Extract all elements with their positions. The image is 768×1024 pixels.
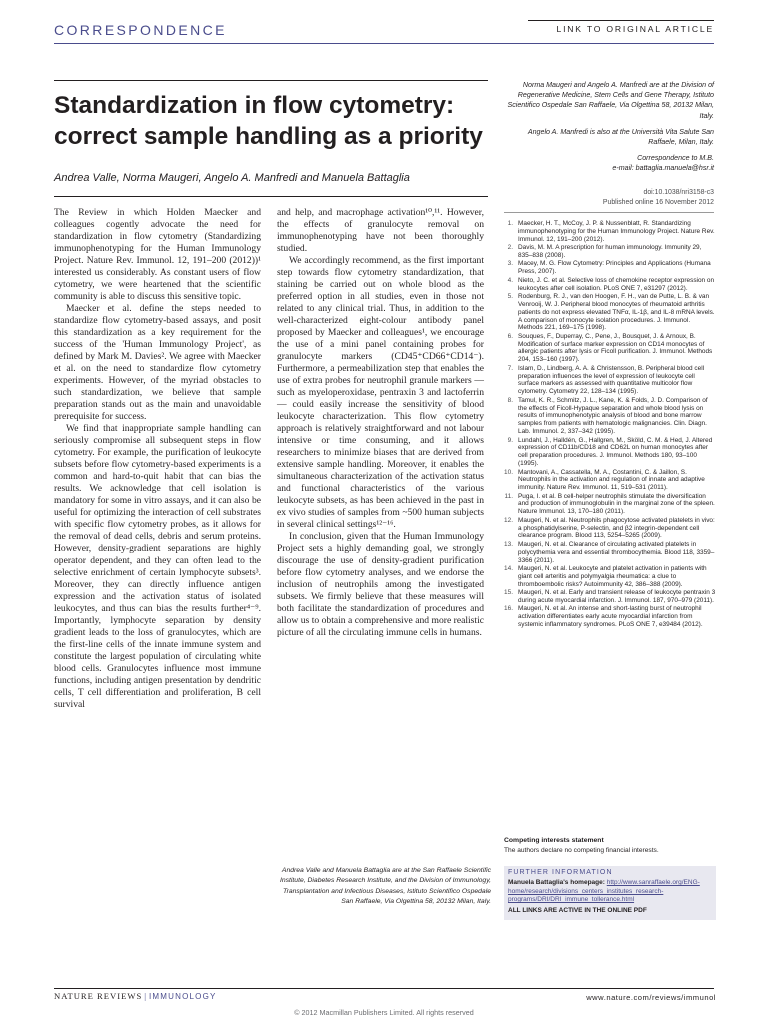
journal-title: NATURE REVIEWS: [54, 991, 143, 1001]
reference-text: Maugeri, N. et al. An intense and short-lasting burst of neutrophil activation differentiates early acute myocardial infarction from systemic inflammatory syndromes. PLoS ONE 7, e39484 (2012).: [518, 605, 703, 629]
journal-name: [54, 991, 217, 1001]
links-note: ALL LINKS ARE ACTIVE IN THE ONLINE PDF: [508, 906, 647, 914]
copyright-notice: © 2012 Macmillan Publishers Limited. All rights reserved: [294, 1008, 474, 1017]
correspondence: [504, 153, 714, 173]
reference-number: 12.: [504, 516, 513, 524]
footer-rule: [54, 988, 714, 989]
further-information-line: [508, 879, 712, 904]
reference-text: Mantovani, A., Cassatella, M. A., Costantini, C. & Jaillon, S. Neutrophils in the activation and regulation of innate and adaptive immunity. Nature Rev. Immunol. 11, 519–531 (2011).: [518, 468, 705, 492]
homepage-link[interactable]: http://www.sanraffaele.org/ENG-home/research/divisions_centers_institutes_research-programs/DRI/DRI_immune_tollerance.html: [508, 879, 700, 904]
reference-item: [504, 565, 716, 589]
reference-text: Islam, D., Lindberg, A. A. & Christensson, B. Peripheral blood cell preparation influences the level of expression of leukocyte cell surface markers as assessed with quantitative multicolor flow cytometry. Cytometry 22, 128–134 (1995).: [518, 364, 705, 396]
reference-item: [504, 365, 716, 396]
reference-item: [504, 605, 716, 629]
reference-text: Souques, F., Duperray, C., Pene, J., Bousquet, J. & Arnoux, B. Modification of surface marker expression on CD14 monocytes of allergic patients after lysis or Ficoll purification. J. Immunol. Methods 204, 153–160 (1997).: [518, 332, 713, 364]
journal-divider: |: [144, 991, 147, 1001]
reference-number: 3.: [507, 260, 513, 268]
reference-item: [504, 277, 716, 293]
section-label: CORRESPONDENCE: [54, 22, 227, 38]
reference-item: [504, 397, 716, 436]
reference-item: [504, 493, 716, 517]
reference-item: [504, 293, 716, 332]
body-column-1: [54, 207, 261, 711]
further-information-title: FURTHER INFORMATION: [508, 869, 613, 876]
affiliation-1: Norma Maugeri and Angelo A. Manfredi are at the Division of Regenerative Medicine, Stem Cells and Gene Therapy, Istituto Scientifico Ospedale San Raffaele, Via Olgettina 58, 20132 Milan, Italy.: [507, 81, 714, 120]
doi: doi:10.1038/nri3158-c3: [643, 189, 714, 196]
homepage-label: Manuela Battaglia's homepage:: [508, 879, 605, 887]
further-information-box: [504, 866, 716, 920]
reference-number: 6.: [507, 332, 513, 340]
article-meta: [504, 188, 714, 208]
reference-text: Maugeri, N. et al. Early and transient release of leukocyte pentraxin 3 during acute myocardial infarction. J. Immunol. 187, 970–979 (2011).: [518, 589, 716, 604]
reference-number: 8.: [507, 396, 513, 404]
journal-website[interactable]: www.nature.com/reviews/immunol: [586, 993, 716, 1002]
reference-item: [504, 541, 716, 565]
reference-text: Macey, M. G. Flow Cytometry: Principles and Applications (Humana Press, 2007).: [518, 260, 711, 276]
reference-text: Maecker, H. T., McCoy, J. P. & Nussenblatt, R. Standardizing immunophenotyping for the Human Immunology Project. Nature Rev. Immunol. 12, 191–200 (2012).: [518, 220, 715, 243]
reference-number: 16.: [504, 605, 513, 613]
journal-subtitle: IMMUNOLOGY: [148, 992, 217, 1001]
reference-number: 2.: [507, 244, 513, 252]
reference-item: [504, 589, 716, 605]
competing-interests-text: The authors declare no competing financial interests.: [504, 847, 659, 854]
correspondence-line: Correspondence to M.B.: [637, 154, 714, 163]
reference-text: Rodenburg, R. J., van den Hoogen, F. H., van de Putte, L. B. & van Venrooij, W. J. Peripheral blood monocytes of rheumatoid arthritis patients do not express elevated TNFα, IL-1β, and IL-8 mRNA levels. A comparison of monocyte isolation procedures. J. Immunol. Methods 221, 169–175 (1998).: [518, 292, 715, 332]
reference-text: Maugeri, N. et al. Clearance of circulating activated platelets in polycythemia vera and essential thrombocythemia. Blood 118, 3359–3366 (2011).: [518, 540, 715, 564]
authors-rule: [54, 196, 488, 197]
reference-list: [504, 220, 716, 630]
reference-text: Puga, I. et al. B cell-helper neutrophils stimulate the diversification and production of immunoglobulin in the marginal zone of the spleen. Nature Immunol. 13, 170–180 (2011).: [518, 492, 715, 516]
reference-number: 15.: [504, 589, 513, 597]
reference-text: Davis, M. M. A prescription for human immunology. Immunity 29, 835–838 (2008).: [518, 244, 702, 259]
link-original-article[interactable]: LINK TO ORIGINAL ARTICLE: [556, 24, 714, 34]
reference-item: [504, 517, 716, 541]
competing-interests-title: Competing interests statement: [504, 837, 604, 844]
reference-number: 1.: [507, 220, 513, 227]
reference-text: Maugeri, N. et al. Neutrophils phagocytose activated platelets in vivo: a phosphatidylserine, P-selectin, and β2 integrin-dependent cell clearance program. Blood 113, 5254–5265 (2009).: [518, 516, 715, 540]
reference-text: Nieto, J. C. et al. Selective loss of chemokine receptor expression on leukocytes after cell isolation. PLoS ONE 7, e31297 (2012).: [518, 276, 715, 292]
reference-item: [504, 469, 716, 493]
reference-item: [504, 333, 716, 364]
reference-number: 7.: [507, 364, 513, 372]
reference-text: Maugeri, N. et al. Leukocyte and platelet activation in patients with giant cell arteritis and polymyalgia rheumatica: a clue to thromboembolic risks? Autoimmunity 42, 386–388 (2009).: [518, 565, 707, 588]
reference-text: Tamul, K. R., Schmitz, J. L., Kane, K. & Folds, J. D. Comparison of the effects of Ficoll-Hypaque separation and whole blood lysis on results of immunophenotypic analysis of blood and bone marrow samples from patients with hematologic malignancies. Clin. Diagn. Lab. Immunol. 2, 337–342 (1995).: [518, 396, 708, 436]
header-rule: [54, 43, 714, 44]
reference-number: 14.: [504, 565, 513, 572]
reference-text: Lundahl, J., Halldén, G., Hallgren, M., Sköld, C. M. & Hed, J. Altered expression of CD11b/CD18 and CD62L on human monocytes after cell preparation procedures. J. Immunol. Methods 180, 93–100 (1995).: [518, 436, 713, 468]
body-paragraph: In conclusion, given that the Human Immunology Project sets a highly demanding goal, we strongly discourage the use of density-gradient purification before flow cytometry analyses, and we endorse the inclusion of neutrophils among the investigated subsets. We firmly believe that these measures will both facilitate the standardization of procedures and allow us to obtain a comprehensive and more realistic picture of all the circulating immune cells in humans.: [277, 531, 484, 638]
reference-number: 5.: [507, 292, 513, 300]
reference-item: [504, 437, 716, 468]
reference-number: 11.: [504, 492, 513, 500]
body-paragraph: We accordingly recommend, as the first important step towards flow cytometry standardization, that staining be carried out on whole blood as the preferred option in all studies, even in those not related to any clinical trial. Thus, in addition to the well-characterized eight-colour antibody panel proposed by Maecker and colleagues¹, we encourage the use of a mini panel containing probes for granulocyte markers (CD45⁺CD66⁺CD14⁻). Furthermore, a permeabilization step that enables the use of extra probes for neutrophil granule markers — such as myeloperoxidase, pentraxin 3 and lactoferrin — could easily increase the sensitivity of blood leukocyte characterization. This flow cytometry approach is relatively straightforward and not labour intensive or time consuming, and it allows researchers to minimize biases that are derived from extensive sample handling. Moreover, it enables the simultaneous characterization of the activation status and functional characteristics of the various leukocyte subsets, as has been achieved in the past in ex vivo studies of samples from ~500 human subjects in several clinical settings¹²⁻¹⁶.: [277, 255, 484, 530]
reference-number: 10.: [504, 468, 513, 476]
affil-rule: [504, 212, 714, 213]
reference-item: [504, 244, 716, 260]
body-paragraph: Maecker et al. define the steps needed to standardize flow cytometry-based assays, and posit this standardization as a key requirement for the success of the 'Human Immunology Project', as defined by Mark M. Davies². We agree with Maecker et al. on the need to standardize flow cytometry experiments. However, of the myriad obstacles to such standardization, we believe that sample preparation stands out as the main and unavoidable prerequisite for success.: [54, 303, 261, 422]
reference-number: 4.: [507, 276, 513, 284]
email-link[interactable]: e-mail: battaglia.manuela@hsr.it: [612, 164, 714, 173]
reference-number: 9.: [507, 436, 513, 444]
title-rule: [54, 80, 488, 81]
body-paragraph: We find that inappropriate sample handling can seriously compromise all subsequent steps in flow cytometry. For example, the purification of leukocyte subsets before flow cytometry-based experiments is a common and hard-to-quit habit that can bias the results. We acknowledge that cell isolation is mandatory for some in vitro assays, and it can also be useful for optimizing the interaction of cell substrates with specific flow cytometry probes, as it allows for the removal of dead cells, debris and serum proteins. However, density-gradient separations are highly operator dependent, and they can often lead to the selective enrichment of certain lymphocyte subsets³. Moreover, they can directly influence antigen expression and the activation status of isolated leukocytes, and thus can bias the results further⁴⁻⁹. Importantly, lymphocyte separation by density gradient leads to the loss of granulocytes, which are the first-line cells of the innate immune system and constitute the largest population of circulating white blood cells. Granulocytes influence most immune functions, including antigen presentation by dendritic cells, T cell differentiation and proliferation, B cell survival: [54, 423, 261, 710]
article-authors: Andrea Valle, Norma Maugeri, Angelo A. Manfredi and Manuela Battaglia: [54, 172, 410, 184]
reference-number: 13.: [504, 540, 513, 548]
author-bio: Andrea Valle and Manuela Battaglia are at the San Raffaele Scientific Institute, Diabetes Research Institute, and the Division of Immunology, Transplantation and Infectious Diseases, Istituto Scientifico Ospedale San Raffaele, Via Olgettina 58, 20132 Milan, Italy.: [279, 867, 491, 906]
body-paragraph: and help, and macrophage activation¹⁰,¹¹. However, the effects of granulocyte removal on immunophenotyping have not been thoroughly studied.: [277, 207, 484, 254]
link-rule: [528, 20, 714, 21]
body-paragraph: The Review in which Holden Maecker and colleagues cogently advocate the need for standardization in flow cytometry (Standardizing immunophenotyping for the Human Immunology Project. Nature Rev. Immunol. 12, 191–200 (2012))¹ interested us considerably. As constant users of flow cytometry, we were heartened that the scientific community is able to discuss this sensitive topic.: [54, 207, 261, 302]
affiliations: [504, 80, 714, 180]
reference-item: [504, 260, 716, 276]
affiliation-2: Angelo A. Manfredi is also at the Università Vita Salute San Raffaele, Milan, Italy.: [527, 127, 714, 147]
published-date: Published online 16 November 2012: [602, 199, 714, 206]
article-title: Standardization in flow cytometry: correct sample handling as a priority: [54, 92, 483, 150]
reference-item: [504, 220, 716, 244]
body-column-2: [277, 207, 484, 639]
page-header: [54, 20, 714, 46]
